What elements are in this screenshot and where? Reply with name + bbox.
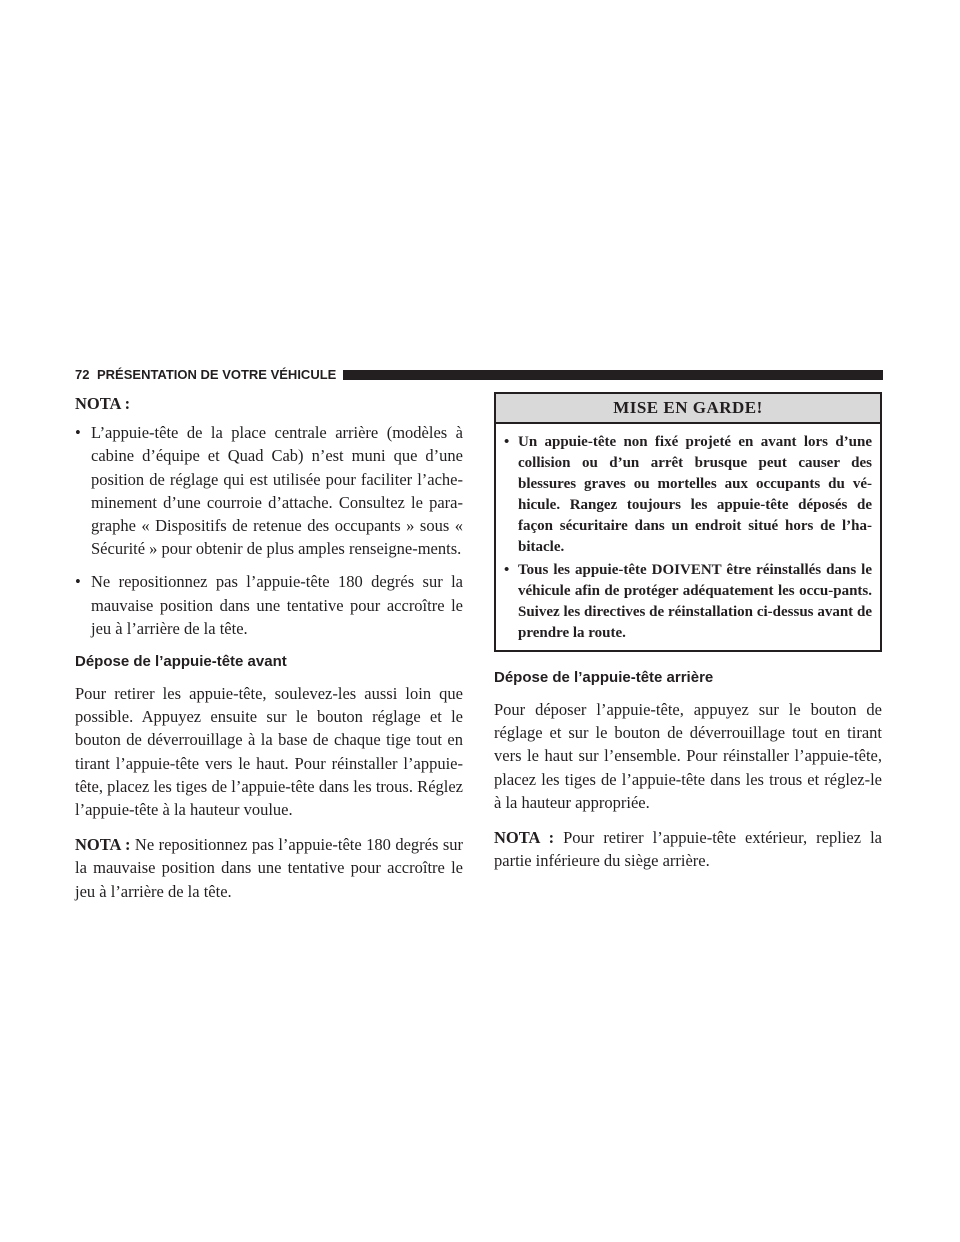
warning-list xyxy=(496,424,880,650)
right-column xyxy=(494,392,882,884)
nota-text: Pour retirer l’appuie-tête extérieur, repliez la partie inférieure du siège arrière. xyxy=(494,828,883,871)
nota-text: Ne repositionnez pas l’appuie-tête 180 degrés sur la mauvaise position dans une tentative pour accroître le jeu à l’arrière de la tête. xyxy=(75,835,463,901)
list-item: • L’appuie-tête de la place centrale arrière (modèles à cabine d’équipe et Quad Cab) n’est muni que d’une position de réglage qui est utilisée pour faciliter l’ache-minement d’une courroie d’attache. Consultez le para-graphe « Dispositifs de retenue des occupants » sous « Sécurité » pour obtenir de plus amples renseigne-ments. xyxy=(75,421,463,560)
section-heading-front-headrest: Dépose de l’appuie-tête avant xyxy=(75,653,287,671)
nota-bullet-list xyxy=(75,421,463,640)
header-rule xyxy=(343,370,883,380)
left-column xyxy=(75,392,463,915)
nota-paragraph xyxy=(75,833,463,903)
front-headrest-paragraph: Pour retirer les appuie-tête, soulevez-les aussi loin que possible. Appuyez ensuite sur le bouton réglage et le bouton de déverrouillage à la base de chaque tige tout en tirant l’appuie-tête vers le haut. Pour réinstaller l’appuie-tête, placez les tiges de l’appuie-tête dans les trous. Réglez l’appuie-tête à la hauteur voulue. xyxy=(75,684,463,820)
warning-title: MISE EN GARDE! xyxy=(496,394,880,424)
nota-paragraph xyxy=(494,826,882,872)
list-item: • Tous les appuie-tête DOIVENT être réinstallés dans le véhicule afin de protéger adéquatement les occu-pants. Suivez les directives de réinstallation ci-dessus avant de prendre la route. xyxy=(504,560,872,644)
nota-label: NOTA : xyxy=(75,835,131,855)
nota-heading: NOTA : xyxy=(75,394,131,413)
rear-headrest-paragraph: Pour déposer l’appuie-tête, appuyez sur le bouton de réglage et sur le bouton de déverrouillage tout en tirant vers le haut sur l’ensemble. Pour réinstaller l’appuie-tête, placez les tiges de l’appuie-tête dans les trous et réglez-le à la hauteur appropriée. xyxy=(494,700,882,812)
nota-label: NOTA : xyxy=(494,828,555,848)
list-item: • Ne repositionnez pas l’appuie-tête 180 degrés sur la mauvaise position dans une tentative pour accroître le jeu à l’arrière de la tête. xyxy=(75,570,463,640)
section-heading-rear-headrest: Dépose de l’appuie-tête arrière xyxy=(494,669,714,686)
list-item: • Un appuie-tête non fixé projeté en avant lors d’une collision ou d’un arrêt brusque peut causer des blessures graves ou mortelles aux occupants du vé-hicule. Rangez toujours les appuie-tête déposés de façon sécuritaire dans un endroit situé hors de l’ha-bitacle. xyxy=(504,432,872,558)
page-number: 72 xyxy=(75,367,90,382)
page-header xyxy=(75,366,883,384)
warning-box xyxy=(494,392,882,652)
section-title: PRÉSENTATION DE VOTRE VÉHICULE xyxy=(97,367,337,382)
